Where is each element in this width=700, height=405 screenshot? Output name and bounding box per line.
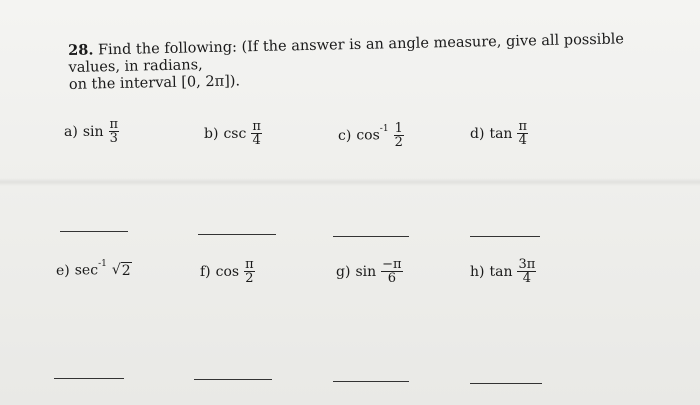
numerator: π <box>109 117 119 132</box>
numerator: 3π <box>518 257 536 272</box>
problem-label: d) <box>470 125 485 142</box>
problem-c <box>338 122 404 149</box>
inverse-superscript: -1 <box>98 259 107 270</box>
fraction <box>394 122 404 149</box>
denominator: 3 <box>109 131 118 146</box>
problem-b <box>204 120 262 147</box>
problem-h <box>470 258 536 285</box>
fraction <box>517 120 528 147</box>
numerator: π <box>245 257 254 272</box>
radical-sign-icon: √ <box>111 262 121 278</box>
denominator: 4 <box>522 271 532 286</box>
function-name: sin <box>82 123 104 140</box>
function-name <box>74 259 107 279</box>
question-line-2: on the interval [0, 2π]). <box>68 73 241 93</box>
answer-blank-g[interactable] <box>333 381 409 382</box>
function-name <box>356 124 389 144</box>
function-name: sin <box>355 263 377 280</box>
square-root <box>112 262 132 279</box>
problem-e <box>56 259 132 279</box>
problem-d <box>470 120 528 147</box>
function-text: cos <box>356 127 380 144</box>
problem-label: c) <box>338 127 352 144</box>
question-number: 28. <box>68 41 94 59</box>
denominator: 4 <box>518 133 527 148</box>
function-text: sec <box>74 262 99 279</box>
denominator: 4 <box>252 133 261 148</box>
denominator: 2 <box>245 271 254 286</box>
numerator: π <box>252 119 261 134</box>
question-text-1: Find the following: (If the answer is an angle measure, give all possible values, in radians, <box>68 31 625 76</box>
answer-blank-h[interactable] <box>470 383 542 384</box>
answer-blank-c[interactable] <box>333 236 409 237</box>
answer-blank-d[interactable] <box>470 236 540 237</box>
answer-blank-f[interactable] <box>194 379 272 380</box>
problem-label: h) <box>470 263 485 280</box>
fraction <box>251 120 262 147</box>
function-name: tan <box>489 125 513 142</box>
denominator: 6 <box>387 271 396 286</box>
function-name: tan <box>489 263 513 280</box>
problem-g <box>336 258 403 285</box>
radicand: 2 <box>121 263 131 279</box>
paper-fold <box>0 178 700 186</box>
function-name: csc <box>223 125 247 142</box>
function-name: cos <box>215 263 240 280</box>
denominator: 2 <box>394 135 403 150</box>
numerator: π <box>518 119 527 134</box>
answer-blank-b[interactable] <box>198 234 276 235</box>
question-heading <box>68 29 669 94</box>
problem-label: b) <box>204 125 219 142</box>
fraction <box>381 258 402 285</box>
problem-label: a) <box>64 123 78 140</box>
fraction <box>109 118 120 145</box>
problem-label: f) <box>200 263 211 280</box>
numerator: 1 <box>394 121 403 136</box>
inverse-superscript: -1 <box>379 124 389 135</box>
problem-a <box>64 118 119 145</box>
fraction <box>244 258 255 285</box>
numerator: −π <box>382 257 402 272</box>
answer-blank-a[interactable] <box>60 231 128 232</box>
problem-label: g) <box>336 263 351 280</box>
problem-f <box>200 258 255 285</box>
fraction <box>517 258 536 285</box>
answer-blank-e[interactable] <box>54 378 124 379</box>
problem-label: e) <box>56 262 70 279</box>
